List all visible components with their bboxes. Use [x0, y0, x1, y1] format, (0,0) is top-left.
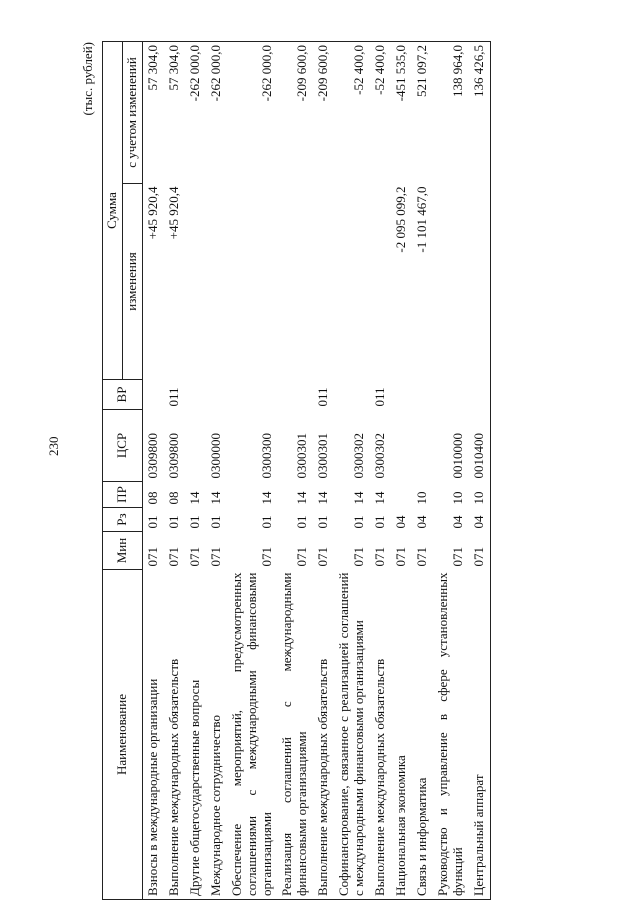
cell-rz: 04	[393, 515, 409, 529]
cell-pr: 08	[144, 491, 160, 505]
budget-table	[102, 41, 491, 900]
cell-total: -262 000,0	[227, 42, 278, 184]
cell-change	[206, 184, 227, 380]
cell-change	[370, 184, 391, 380]
cell-min: 071	[449, 547, 465, 567]
rotated-table-area	[80, 40, 640, 900]
cell-rz: 01	[258, 515, 274, 529]
cell-vr	[391, 380, 412, 410]
cell-min: 071	[315, 547, 331, 567]
cell-name: Связь и информатика	[412, 570, 433, 900]
cell-pr: 14	[186, 491, 202, 505]
table-row	[164, 42, 185, 900]
cell-name: Взносы в международные организации	[142, 570, 163, 900]
units-label: (тыс. рублей)	[80, 42, 95, 116]
cell-name: Выполнение международных обязательств	[370, 570, 391, 900]
cell-vr: 011	[372, 387, 388, 407]
cell-csr	[412, 410, 433, 482]
cell-vr	[206, 380, 227, 410]
cell-vr	[142, 380, 163, 410]
cell-total: 521 097,2	[412, 42, 433, 184]
cell-csr: 0309800	[144, 433, 160, 479]
cell-total: 57 304,0	[164, 42, 185, 184]
cell-min: 071	[144, 547, 160, 567]
cell-change: -1 101 467,0	[414, 186, 429, 253]
cell-rz: 01	[207, 515, 223, 529]
cell-pr: 10	[469, 482, 490, 508]
header-vr: ВР	[103, 380, 143, 410]
cell-total: -52 400,0	[334, 42, 370, 184]
table-row	[227, 42, 278, 900]
header-name: Наименование	[103, 570, 143, 900]
cell-csr: 0300301	[294, 433, 310, 479]
cell-name: Руководство и управление в сфере установленных функций	[433, 570, 469, 900]
cell-csr: 0300302	[372, 433, 388, 479]
cell-rz: 04	[449, 515, 465, 529]
cell-min: 071	[165, 547, 181, 567]
cell-total: 138 964,0	[433, 42, 469, 184]
cell-total: -209 600,0	[277, 42, 313, 184]
cell-name: Центральный аппарат	[469, 570, 490, 900]
cell-pr: 14	[351, 491, 367, 505]
cell-change	[433, 184, 469, 380]
header-with-change: с учетом изменений	[122, 42, 142, 184]
header-change: изменения	[122, 184, 142, 380]
cell-name: Реализация соглашений с международными финансовыми организациями	[277, 570, 313, 900]
cell-rz: 01	[165, 515, 181, 529]
cell-rz: 01	[294, 515, 310, 529]
header-sum: Сумма	[103, 42, 123, 380]
cell-pr: 10	[449, 491, 465, 505]
cell-change	[334, 184, 370, 380]
cell-pr: 14	[315, 491, 331, 505]
cell-min: 071	[186, 547, 202, 567]
cell-name: Другие общегосударственные вопросы	[185, 570, 206, 900]
cell-change	[313, 184, 334, 380]
cell-min: 071	[393, 547, 409, 567]
cell-min: 071	[207, 547, 223, 567]
cell-total: 136 426,5	[469, 42, 490, 184]
cell-total: -52 400,0	[370, 42, 391, 184]
cell-vr: 011	[315, 387, 331, 407]
cell-name: Софинансирование, связанное с реализацией соглашений с международными финансовыми организациями	[334, 570, 370, 900]
cell-total: -209 600,0	[313, 42, 334, 184]
cell-name: Обеспечение мероприятий, предусмотренных соглашениями с международными финансовыми организациями	[227, 570, 278, 900]
cell-rz: 01	[315, 515, 331, 529]
cell-rz: 01	[372, 515, 388, 529]
page-number	[40, 0, 60, 900]
cell-csr: 0300300	[258, 433, 274, 479]
table-row	[313, 42, 334, 900]
table-row	[469, 42, 490, 900]
cell-csr: 0300301	[315, 433, 331, 479]
cell-csr: 0300302	[351, 433, 367, 479]
cell-name: Национальная экономика	[391, 570, 412, 900]
cell-change	[277, 184, 313, 380]
table-row	[433, 42, 469, 900]
cell-change	[185, 184, 206, 380]
cell-csr	[391, 410, 412, 482]
page-number-text: 230	[46, 436, 61, 456]
table-row	[391, 42, 412, 900]
cell-pr: 14	[207, 491, 223, 505]
cell-name: Выполнение международных обязательств	[164, 570, 185, 900]
cell-vr: 011	[165, 387, 181, 407]
cell-pr: 14	[258, 491, 274, 505]
cell-csr: 0309800	[165, 433, 181, 479]
table-row	[334, 42, 370, 900]
cell-vr	[433, 380, 469, 410]
cell-vr	[227, 380, 278, 410]
cell-pr: 14	[294, 491, 310, 505]
cell-pr: 14	[372, 491, 388, 505]
table-row	[277, 42, 313, 900]
cell-vr	[412, 380, 433, 410]
cell-pr: 08	[165, 491, 181, 505]
cell-vr	[334, 380, 370, 410]
cell-vr	[185, 380, 206, 410]
header-rz: Рз	[103, 508, 143, 532]
cell-change	[227, 184, 278, 380]
table-row	[370, 42, 391, 900]
cell-rz: 04	[469, 508, 490, 532]
cell-csr: 0010400	[469, 410, 490, 482]
cell-change	[469, 184, 490, 380]
cell-min: 071	[258, 547, 274, 567]
cell-change: -2 095 099,2	[393, 186, 409, 253]
table-row	[412, 42, 433, 900]
header-pr: ПР	[103, 482, 143, 508]
cell-total: -451 535,0	[391, 42, 412, 184]
cell-pr	[391, 482, 412, 508]
header-csr: ЦСР	[103, 410, 143, 482]
cell-name: Выполнение международных обязательств	[313, 570, 334, 900]
cell-total: -262 000,0	[206, 42, 227, 184]
table-row	[142, 42, 163, 900]
cell-csr: 0300000	[207, 433, 223, 479]
cell-pr: 10	[414, 491, 429, 505]
cell-name: Международное сотрудничество	[206, 570, 227, 900]
cell-rz: 01	[144, 515, 160, 529]
cell-vr	[469, 380, 490, 410]
cell-rz: 01	[351, 515, 367, 529]
table-row	[185, 42, 206, 900]
cell-vr	[277, 380, 313, 410]
cell-min: 071	[414, 547, 429, 567]
cell-total: 57 304,0	[142, 42, 163, 184]
cell-csr: 0010000	[449, 433, 465, 479]
cell-min: 071	[294, 547, 310, 567]
cell-rz: 04	[414, 515, 429, 529]
cell-change: +45 920,4	[165, 186, 181, 240]
header-min: Мин	[103, 532, 143, 570]
cell-change: +45 920,4	[144, 186, 160, 240]
cell-total: -262 000,0	[185, 42, 206, 184]
cell-rz: 01	[186, 515, 202, 529]
cell-min: 071	[351, 547, 367, 567]
cell-min: 071	[372, 547, 388, 567]
cell-csr	[185, 410, 206, 482]
cell-min: 071	[469, 532, 490, 570]
table-row	[206, 42, 227, 900]
